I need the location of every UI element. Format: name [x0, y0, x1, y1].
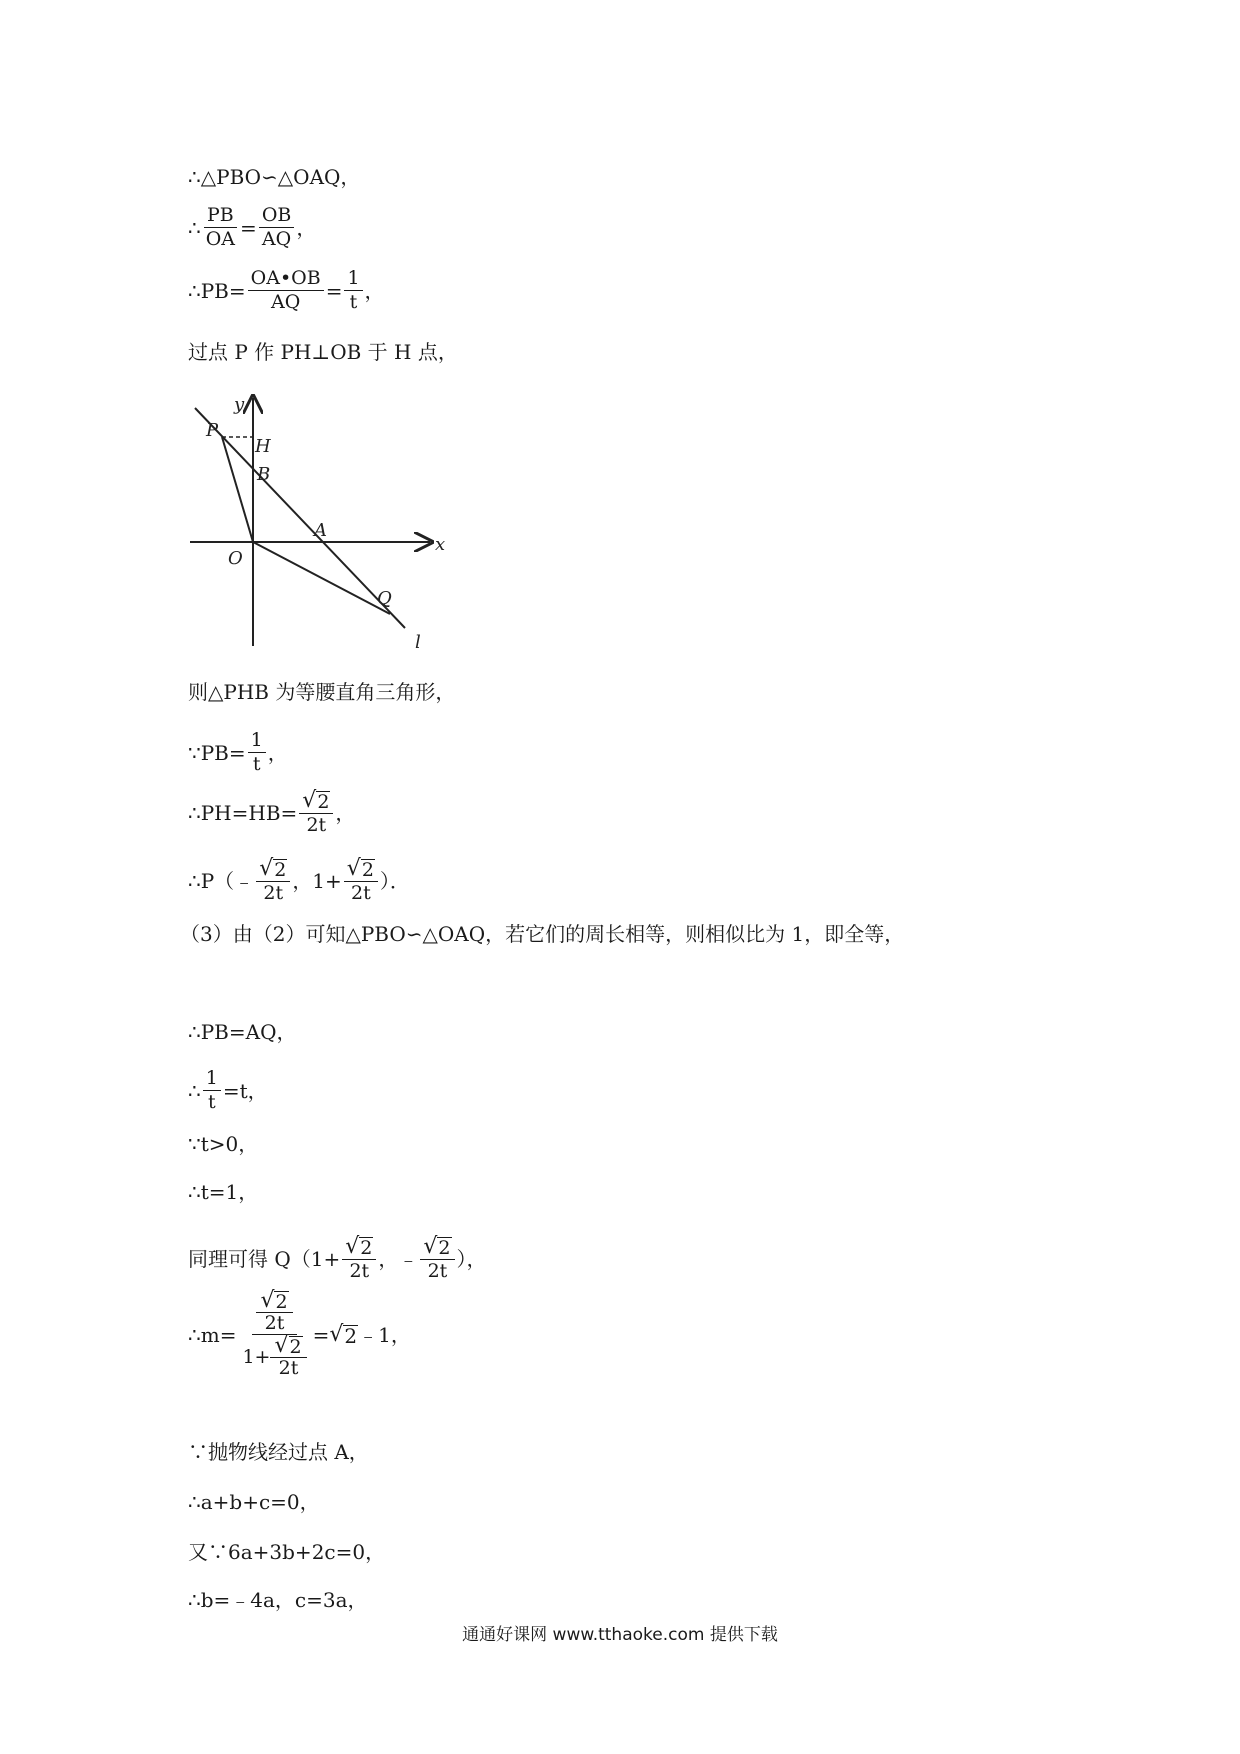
text: ）．: [379, 869, 410, 893]
step-parabola-through-a: [188, 1440, 369, 1464]
numerator: OB: [259, 205, 295, 228]
step-second-equation: [188, 1540, 385, 1564]
text: ∴P（﹣: [188, 869, 255, 893]
numerator: [256, 858, 290, 882]
sqrt: √ 2: [259, 856, 287, 881]
numerator: [270, 1335, 306, 1358]
step-m-value: [188, 1290, 411, 1379]
step-1-over-t: [188, 1068, 268, 1113]
equals: =: [312, 1322, 330, 1347]
sqrt: √ 2: [302, 788, 330, 813]
therefore-symbol: ∴: [188, 1078, 201, 1103]
label-l: l: [415, 632, 421, 653]
text: 1+: [242, 1345, 271, 1368]
denominator: 2t: [306, 814, 327, 836]
numerator: [420, 1236, 454, 1260]
text: ∴PB=AQ，: [188, 1020, 297, 1044]
step-point-q: [188, 1236, 487, 1282]
fraction-sqrt2-2t: [270, 1335, 306, 1379]
text: ∴△PBO∽△OAQ，: [188, 165, 361, 189]
page-footer: [0, 1620, 1240, 1645]
step-ratio: [188, 205, 316, 250]
label-o: O: [228, 548, 243, 569]
text: ∴t=1，: [188, 1180, 259, 1204]
step-construct-ph: [188, 340, 458, 364]
text: ﹣1，: [358, 1322, 411, 1347]
step-abc-sum: [188, 1490, 320, 1514]
label-b: B: [257, 464, 271, 485]
text: =t，: [222, 1078, 268, 1103]
step-similar-triangles: [188, 165, 360, 189]
label-q: Q: [377, 588, 392, 609]
comma: ，: [296, 215, 317, 240]
sqrt: √ 2: [346, 856, 374, 881]
fraction-sqrt2-2t: [256, 858, 290, 904]
sqrt: √ 2: [274, 1333, 302, 1358]
coordinate-figure: [190, 388, 460, 660]
comma: ，: [364, 278, 385, 303]
denominator: t: [252, 753, 261, 775]
numerator: 1: [248, 730, 266, 753]
text: 又∵6a+3b+2c=0，: [188, 1540, 386, 1564]
footer-text: 通通好课网 www.tthaoke.com 提供下载: [462, 1625, 778, 1645]
radicand: 2: [438, 1237, 451, 1259]
fraction-sqrt2-2t: [342, 1236, 376, 1282]
fraction-sqrt2-2t: [420, 1236, 454, 1282]
sqrt: √ 2: [423, 1234, 451, 1259]
denominator: 2t: [263, 882, 284, 904]
text: ，﹣: [378, 1247, 419, 1271]
equals: =: [325, 278, 343, 303]
text: ∴m=: [188, 1322, 237, 1347]
label-x: x: [435, 534, 446, 555]
step-ph-hb: [188, 790, 355, 836]
comma: ，: [335, 801, 356, 825]
compound-fraction: [238, 1290, 310, 1379]
denominator: OA: [205, 228, 236, 250]
radicand: 2: [317, 791, 330, 813]
fraction-sqrt2-2t: [299, 790, 333, 836]
text: ∵抛物线经过点 A，: [188, 1440, 369, 1464]
label-p: P: [206, 420, 219, 441]
sqrt: √ 2: [260, 1288, 288, 1313]
text: ∴a+b+c=0，: [188, 1490, 320, 1514]
fraction-sqrt2-2t: [256, 1290, 292, 1334]
denominator: 2t: [278, 1357, 299, 1379]
denominator: [238, 1335, 310, 1379]
denominator: 2t: [350, 882, 371, 904]
fraction-oaob-aq: [248, 268, 324, 313]
radicand: 2: [344, 1323, 358, 1348]
numerator: [344, 858, 378, 882]
text: （3）由（2）可知△PBO∽△OAQ，若它们的周长相等，则相似比为 1，即全等，: [180, 922, 905, 946]
segment-oq: [253, 542, 390, 614]
numerator: PB: [204, 205, 237, 228]
therefore-symbol: ∴: [188, 215, 201, 240]
numerator: OA•OB: [248, 268, 324, 291]
denominator: 2t: [427, 1260, 448, 1282]
numerator: 1: [203, 1068, 221, 1091]
radicand: 2: [274, 859, 287, 881]
step-b-c-values: [188, 1588, 368, 1612]
step-pb-value: [188, 268, 385, 313]
equals: =: [240, 215, 257, 240]
denominator: AQ: [261, 228, 292, 250]
step-pb-eq-aq: [188, 1020, 296, 1044]
text: ，1+: [292, 869, 342, 893]
denominator: 2t: [349, 1260, 370, 1282]
step-isosceles: [188, 680, 455, 704]
text: ∴PH=HB=: [188, 801, 298, 825]
fraction-sqrt2-2t: [344, 858, 378, 904]
fraction-pb-oa: [203, 205, 238, 250]
text: ∵t>0，: [188, 1132, 259, 1156]
part-3-intro: [180, 922, 904, 946]
sqrt: √ 2: [345, 1234, 373, 1259]
fraction-1-t: [203, 1068, 221, 1113]
text: 同理可得 Q（1+: [188, 1247, 341, 1271]
step-because-pb: [188, 730, 288, 775]
radicand: 2: [361, 859, 374, 881]
text: ∴PB=: [188, 278, 246, 303]
step-t-1: [188, 1180, 258, 1204]
comma: ，: [267, 740, 288, 765]
radicand: 2: [360, 1237, 373, 1259]
denominator: t: [349, 291, 358, 313]
label-a: A: [314, 520, 327, 541]
line-l: [195, 408, 405, 628]
radicand: 2: [289, 1336, 302, 1358]
text: ），: [456, 1247, 487, 1271]
label-h: H: [255, 436, 271, 457]
denominator: t: [207, 1091, 216, 1113]
radicand: 2: [275, 1291, 288, 1313]
text: 过点 P 作 PH⊥OB 于 H 点，: [188, 340, 458, 364]
step-t-positive: [188, 1132, 258, 1156]
text: ∴b=﹣4a，c=3a，: [188, 1588, 368, 1612]
numerator: [252, 1290, 296, 1335]
text: 则△PHB 为等腰直角三角形，: [188, 680, 456, 704]
denominator: AQ: [271, 291, 301, 313]
numerator: [256, 1290, 292, 1313]
label-y: y: [234, 394, 245, 415]
numerator: 1: [344, 268, 362, 291]
numerator: [299, 790, 333, 814]
fraction-1-t: [344, 268, 362, 313]
denominator: 2t: [264, 1312, 285, 1334]
fraction-1-t: [248, 730, 266, 775]
step-point-p: [188, 858, 410, 904]
numerator: [342, 1236, 376, 1260]
text: ∵PB=: [188, 740, 246, 765]
sqrt: √ 2: [329, 1321, 358, 1348]
fraction-ob-aq: [259, 205, 295, 250]
